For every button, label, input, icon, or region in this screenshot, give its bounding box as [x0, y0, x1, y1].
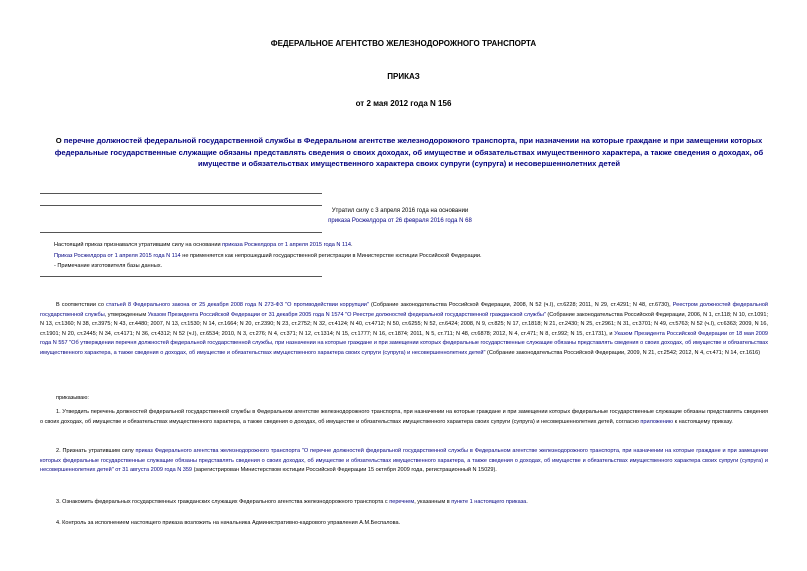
orders-word: приказываю: — [56, 395, 89, 401]
item-text: 1. Утвердить перечень должностей федеральной государственной службы в Федеральном агентстве железнодорожного транспорта, при назначении на которые граждане и при замещении которых федеральные государственные служащие обязаны представлять сведения о своих доходах, об имуществе и обязательствах имущественного характера, а также сведения о доходах, об имуществе и обязательствах имущественного характера своих супруги (супруга) и несовершеннолетних детей, согласно — [40, 409, 768, 425]
separator-rule — [40, 232, 322, 233]
item-text: 3. Ознакомить федеральных государственных гражданских служащих Федерального агентства железнодорожного транспорта с — [56, 499, 390, 505]
document-date: от 2 мая 2012 года N 156 — [355, 99, 452, 108]
note-text: Настоящий приказ признавался утратившим силу на основании — [54, 242, 223, 248]
item-2 — [40, 447, 768, 476]
note-text: не применяется как непрошедший государственной регистрации в Министерстве юстиции Российской Федерации. — [180, 252, 482, 259]
item-4: 4. Контроль за исполнением настоящего приказа возложить на начальника Административно-кадрового управления А.М.Беспалова. — [56, 520, 401, 526]
title-link[interactable]: перечне должностей федеральной государственной службы в Федеральном агентстве железнодорожного транспорта, при назначении на которые граждане и при замещении которых федеральные государственные служащие обязаны представлять сведения о своих доходах, об имуществе и обязательствах имущественного характера, а также сведения о доходах, об имуществе и обязательствах имущественного характера своих супруги (супруга) и несовершеннолетних детей — [54, 136, 764, 168]
note-line3: - Примечание изготовителя базы данных. — [54, 263, 163, 269]
note-link[interactable]: Приказ Росжелдора от 1 апреля 2015 года N 114 — [54, 252, 181, 259]
title-prefix: О — [55, 136, 64, 145]
registry-link[interactable]: Реестром должностей федеральной государственной службы — [40, 302, 768, 318]
note-line1 — [54, 240, 754, 251]
item-text: . — [526, 499, 528, 505]
note-line2 — [54, 251, 754, 262]
agency-heading: ФЕДЕРАЛЬНОЕ АГЕНТСТВО ЖЕЛЕЗНОДОРОЖНОГО ТРАНСПОРТА — [270, 39, 537, 48]
item-3 — [40, 498, 768, 508]
item-1 — [40, 408, 768, 427]
decree-link[interactable]: Указом Президента Российской Федерации от 18 мая 2009 года N 557 "Об утверждении перечня должностей федеральной государственной службы, при назначении на которые граждане и при замещении которых федеральные государственные служащие обязаны представлять сведения о своих доходах, об имуществе и обязательствах имущественного характера, а также сведения о доходах, об имуществе и обязательствах имущественного характера своих супруги (супруга) и несовершеннолетних детей" — [40, 330, 768, 356]
separator-rule — [40, 276, 322, 277]
editor-note — [54, 240, 754, 272]
list-link[interactable]: перечнем — [389, 499, 415, 505]
document-type: ПРИКАЗ — [387, 72, 420, 81]
separator-rule — [40, 205, 322, 206]
item-text: (зарегистрирован Министерством юстиции Российской Федерации 15 октября 2009 года, регистрационный N 15029). — [192, 467, 497, 474]
preamble-text: В соответствии со — [56, 302, 107, 308]
preamble-text: , утвержденным — [104, 311, 148, 318]
lost-force-note — [200, 207, 600, 226]
item-text: к настоящему приказу. — [673, 418, 733, 425]
lost-force-link[interactable]: приказа Росжелдора от 26 февраля 2016 года N 68 — [328, 217, 472, 224]
item-text: 2. Признать утратившим силу — [56, 448, 136, 454]
document-title — [50, 135, 768, 170]
preamble-text: (Собрание законодательства Российской Федерации, 2009, N 21, ст.2542; 2012, N 4, ст.471; N 14, ст.1616) — [485, 349, 761, 356]
preamble-text: (Собрание законодательства Российской Федерации, 2008, N 52 (ч.I), ст.6228; 2011, N 29, ст.4291; N 48, ст.6730), — [368, 302, 673, 308]
preamble-paragraph — [40, 301, 768, 359]
lost-force-line1: Утратил силу с 3 апреля 2016 года на основании — [331, 208, 469, 214]
note-link[interactable]: приказа Росжелдора от 1 апреля 2015 года N 114 — [222, 242, 351, 248]
appendix-link[interactable]: приложению — [640, 418, 674, 425]
law-link[interactable]: статьей 8 Федерального закона от 25 декабря 2008 года N 273-ФЗ "О противодействии коррупции" — [106, 302, 369, 308]
note-text: . — [350, 242, 353, 248]
separator-rule — [40, 193, 322, 194]
decree-link[interactable]: Указом Президента Российской Федерации от 31 декабря 2005 года N 1574 "О Реестре должностей федеральной государственной гражданской службы" — [147, 311, 546, 318]
clause-link[interactable]: пункте 1 настоящего приказа — [451, 499, 527, 505]
item-text: , указанным в — [414, 499, 452, 505]
preamble-text: (Собрание законодательства Российской Федерации, 2006, N 1, ст.118; N 10, ст.1091; N 13, ст.1360; N 38, ст.3975; N 43, ст.4480; 2007, N 13, ст.1530; N 14, ст.1664; N 20, ст.2390; N 23, ст.2752; N 32, ст.4124; N 40, ст.4712; N 50, ст.6255; N 52, ст.6424; 2008, N 9, ст.825; N 17, ст.1818; N 21, ст.2430; N 25, ст.2961; N 31, ст.3701; N 49, ст.5763; N 52 (ч.I), ст.6363; 2009, N 16, ст.1901; N 20, ст.2445; N 34, ст.4171; N 36, ст.4312; N 52 (ч.I), ст.6534; 2010, N 3, ст.276; N 4, ст.371; N 12, ст.1314; N 15, ст.1777; N 16, ст.1874; 2011, N 5, ст.711; N 48, ст.6878; 2012, N 4, ст.471; N 8, ст.992; N 15, ст.1731), и — [40, 311, 768, 337]
order-link[interactable]: приказ Федерального агентства железнодорожного транспорта "О перечне должностей федеральной государственной службы в Федеральном агентстве железнодорожного транспорта, при назначении на которые граждане и при замещении которых федеральные государственные служащие обязаны представлять сведения о своих доходах, об имуществе и обязательствах имущественного характера, а также сведения о доходах, об имуществе и обязательствах имущественного характера своих супруги (супруга) и несовершеннолетних детей" от 31 августа 2009 года N 359 — [40, 448, 768, 474]
